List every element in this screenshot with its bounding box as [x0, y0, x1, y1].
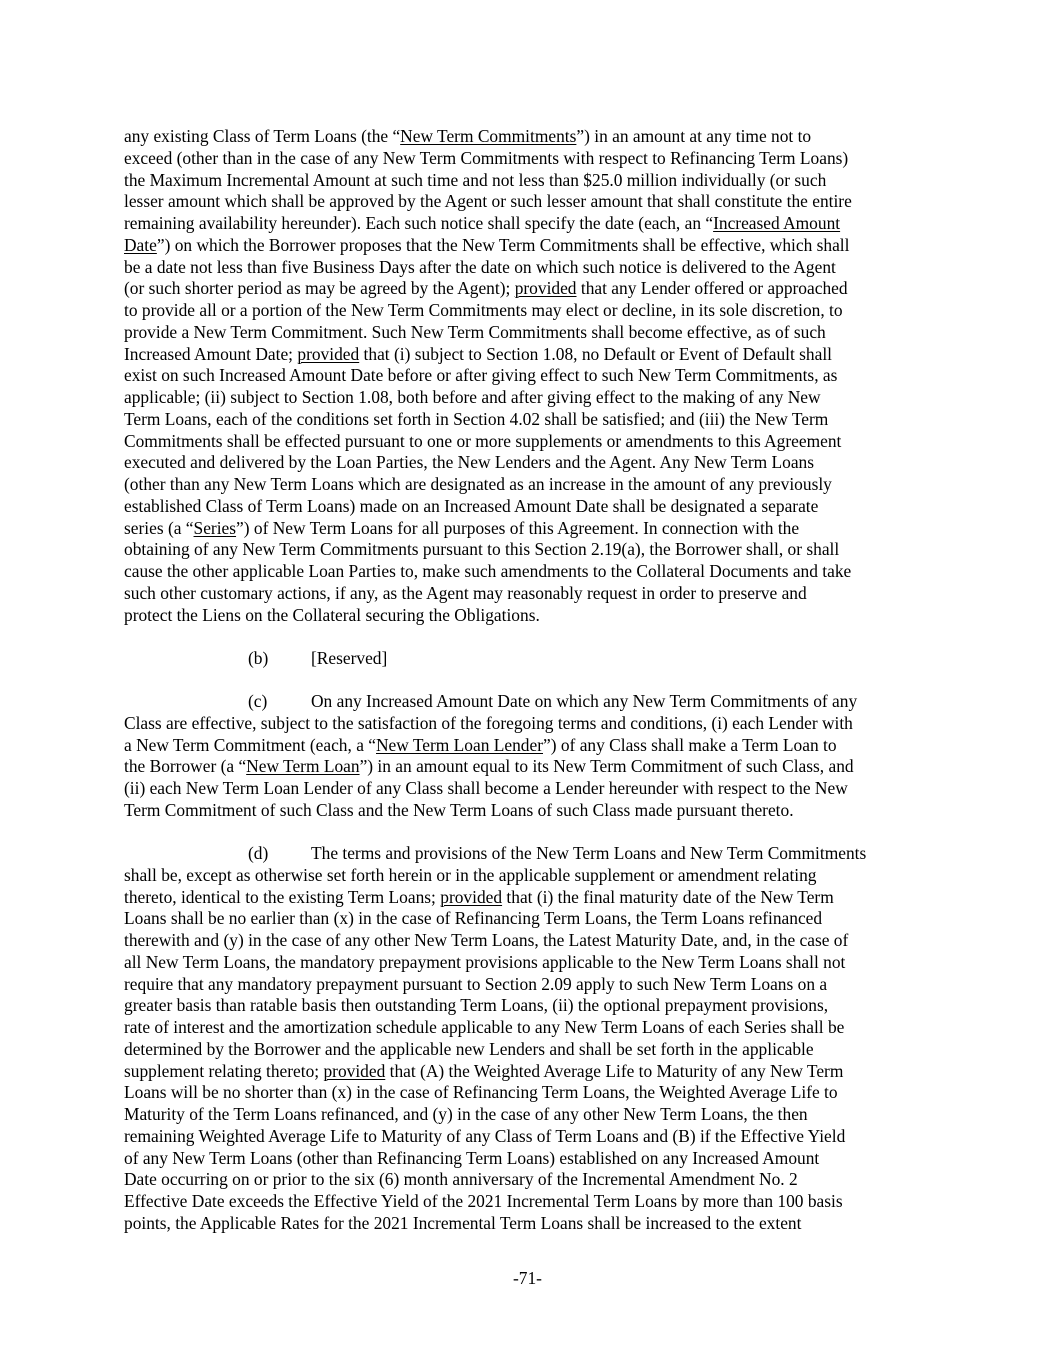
text-line: lesser amount which shall be approved by the Agent or such lesser amount that shall constitute the entire [124, 191, 852, 212]
text-line: The terms and provisions of the New Term Loans and New Term Commitments [311, 843, 867, 863]
defined-term: provided [514, 278, 577, 299]
page-number: -71- [513, 1268, 542, 1288]
text-line: remaining Weighted Average Life to Maturity of any Class of Term Loans and (B) if the Effective Yield [124, 1125, 846, 1146]
text-line: determined by the Borrower and the applicable new Lenders and shall be set forth in the applicable [124, 1038, 814, 1059]
defined-term: provided [323, 1060, 386, 1081]
text-line: all New Term Loans, the mandatory prepayment provisions applicable to the New Term Loans shall not [124, 951, 846, 972]
text-line: Term Loans, each of the conditions set forth in Section 4.02 shall be satisfied; and (iii) the New Term [124, 408, 829, 429]
text-line: Class are effective, subject to the satisfaction of the foregoing terms and conditions, (i) each Lender with [124, 712, 853, 733]
text-line: protect the Liens on the Collateral securing the Obligations. [124, 604, 540, 625]
paragraph-b-label: (b) [248, 648, 269, 668]
text-line: cause the other applicable Loan Parties to, make such amendments to the Collateral Documents and take [124, 561, 852, 581]
text-line: (ii) each New Term Loan Lender of any Class shall become a Lender hereunder with respect to the New [124, 778, 848, 798]
text-line: Maturity of the Term Loans refinanced, and (y) in the case of any other New Term Loans, the then [124, 1104, 808, 1124]
text-line: established Class of Term Loans) made on an Increased Amount Date shall be designated a separate [124, 495, 819, 516]
text-line: remaining availability hereunder). Each such notice shall specify the date (each, an “Increased Amount [124, 213, 841, 233]
text-line: obtaining of any New Term Commitments pursuant to this Section 2.19(a), the Borrower shall, or shall [124, 539, 840, 560]
text-line: Term Commitment of such Class and the New Term Loans of such Class made pursuant thereto. [124, 799, 794, 820]
paragraph-d-label: (d) [248, 843, 269, 863]
text-line: rate of interest and the amortization schedule applicable to any New Term Loans of each Series shall be [124, 1017, 845, 1037]
defined-term: provided [440, 886, 503, 907]
text-line: supplement relating thereto; provided that (A) the Weighted Average Life to Maturity of any New Term [124, 1060, 844, 1081]
text-line: Increased Amount Date; provided that (i) subject to Section 1.08, no Default or Event of Default shall [124, 343, 833, 364]
text-line: shall be, except as otherwise set forth herein or in the applicable supplement or amendment relating [124, 864, 817, 885]
text-line: series (a “Series”) of New Term Loans for all purposes of this Agreement. In connection with the [124, 517, 800, 538]
text-line: to provide all or a portion of the New Term Commitments may elect or decline, in its sole discretion, to [124, 300, 843, 320]
paragraph-c-text [124, 691, 932, 822]
text-line: provide a New Term Commitment. Such New Term Commitments shall become effective, as of such [124, 321, 826, 342]
text-line: (or such shorter period as may be agreed by the Agent); provided that any Lender offered or approached [124, 278, 848, 299]
text-line: On any Increased Amount Date on which any New Term Commitments of any [311, 691, 858, 711]
text-line: such other customary actions, if any, as the Agent may reasonably request in order to preserve and [124, 582, 807, 603]
text-line: Commitments shall be effected pursuant to one or more supplements or amendments to this Agreement [124, 430, 842, 451]
paragraph-b-text: [Reserved] [311, 648, 388, 668]
text-line: the Maximum Incremental Amount at such time and not less than $25.0 million individually (or such [124, 169, 827, 190]
text-line: a New Term Commitment (each, a “New Term Loan Lender”) of any Class shall make a Term Loan to [124, 734, 837, 755]
text-line: therewith and (y) in the case of any other New Term Loans, the Latest Maturity Date, and, in the case of [124, 930, 849, 950]
text-line: be a date not less than five Business Days after the date on which such notice is delivered to the Agent [124, 256, 836, 277]
text-line: Date occurring on or prior to the six (6) month anniversary of the Incremental Amendment No. 2 [124, 1169, 798, 1190]
paragraph-d-text [124, 843, 932, 1235]
text-line: Loans shall be no earlier than (x) in the case of Refinancing Term Loans, the Term Loans refinanced [124, 908, 823, 929]
text-line: Effective Date exceeds the Effective Yield of the 2021 Incremental Term Loans by more than 100 basis [124, 1191, 843, 1211]
defined-term: Date [124, 234, 157, 255]
paragraph-c-label: (c) [248, 691, 268, 711]
text-line: greater basis than ratable basis then outstanding Term Loans, (ii) the optional prepayment provisions, [124, 995, 829, 1016]
text-line: applicable; (ii) subject to Section 1.08, both before and after giving effect to the making of any New [124, 387, 821, 407]
text-line: the Borrower (a “New Term Loan”) in an amount equal to its New Term Commitment of such Class, and [124, 756, 854, 777]
paragraph-a-continued [124, 126, 932, 626]
text-line: Date”) on which the Borrower proposes that the New Term Commitments shall be effective, which shall [124, 234, 850, 255]
defined-term: Increased Amount [713, 213, 841, 233]
defined-term: New Term Loan [246, 756, 360, 777]
text-line: (other than any New Term Loans which are designated as an increase in the amount of any previously [124, 474, 832, 494]
text-line: points, the Applicable Rates for the 2021 Incremental Term Loans shall be increased to the extent [124, 1212, 802, 1233]
defined-term: New Term Commitments [400, 126, 577, 146]
text-line: thereto, identical to the existing Term Loans; provided that (i) the final maturity date of the New Term [124, 886, 834, 907]
text-line: of any New Term Loans (other than Refinancing Term Loans) established on any Increased Amount [124, 1147, 820, 1168]
defined-term: provided [297, 343, 360, 364]
text-line: Loans will be no shorter than (x) in the case of Refinancing Term Loans, the Weighted Average Life to [124, 1082, 838, 1103]
text-line: exceed (other than in the case of any New Term Commitments with respect to Refinancing Term Loans) [124, 147, 849, 168]
text-line: exist on such Increased Amount Date before or after giving effect to such New Term Commitments, as [124, 365, 838, 386]
text-line: require that any mandatory prepayment pursuant to Section 2.09 apply to such New Term Loans on a [124, 973, 828, 994]
text-line: any existing Class of Term Loans (the “New Term Commitments”) in an amount at any time not to [124, 126, 812, 146]
defined-term: Series [193, 517, 237, 538]
defined-term: New Term Loan Lender [376, 734, 543, 755]
text-line: executed and delivered by the Loan Parties, the New Lenders and the Agent. Any New Term Loans [124, 452, 815, 473]
